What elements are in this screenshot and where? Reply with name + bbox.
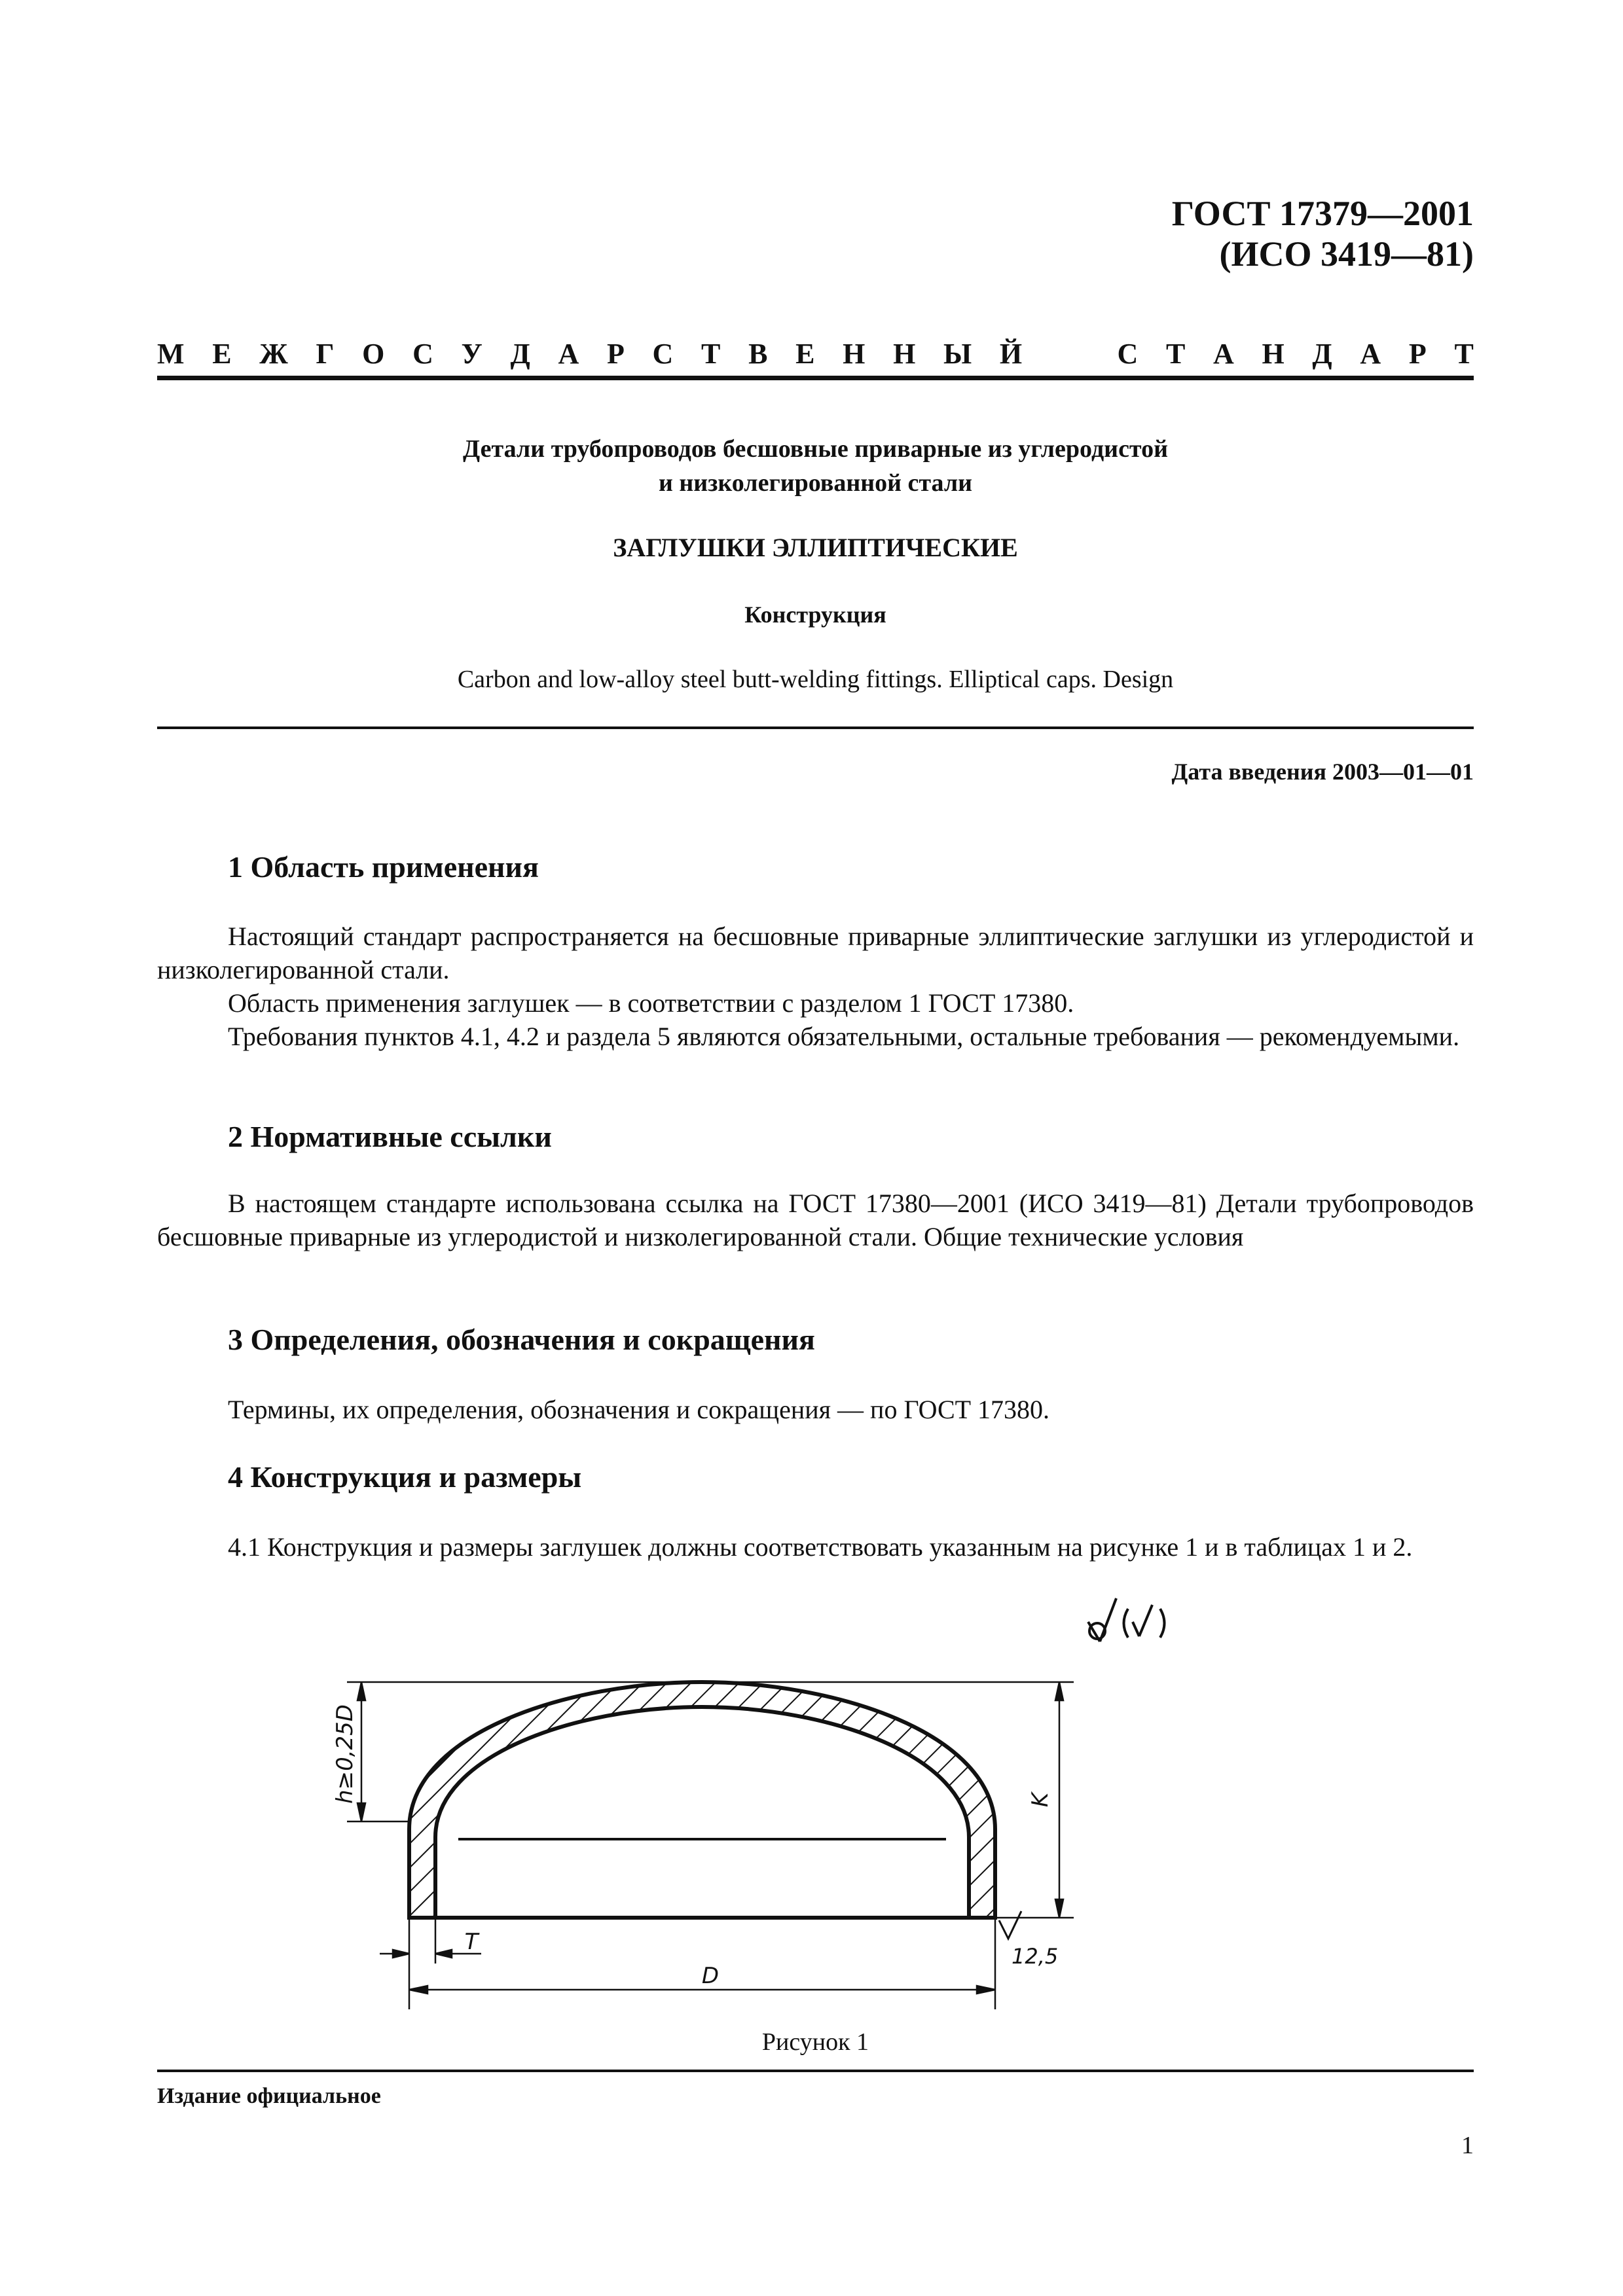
letter: С [412,338,433,370]
iso-number: (ИСО 3419—81) [1219,234,1474,274]
surface-roughness-symbol [1088,1598,1165,1641]
subtitle: Конструкция [744,601,886,628]
section-3-heading: 3 Определения, обозначения и сокращения [228,1323,815,1356]
letter: Д [510,338,530,370]
label-h: h≥0,25D [332,1704,358,1804]
letter: А [1360,338,1381,370]
label-d: D [701,1963,720,1989]
title-line-2: и низколегированной стали [658,469,973,497]
letter: А [558,338,579,370]
extension-lines [347,1682,1074,2009]
dimension-k [1055,1682,1063,1918]
main-title: ЗАГЛУШКИ ЭЛЛИПТИЧЕСКИЕ [613,533,1018,562]
section-4-heading: 4 Конструкция и размеры [228,1460,582,1494]
label-roughness: 12,5 [1012,1944,1059,1969]
letter: О [362,338,385,370]
letter: Е [795,338,815,370]
letter: Г [316,338,335,370]
section-1-paragraph-3: Требования пунктов 4.1, 4.2 и раздела 5 являются обязательными, остальные требования — рекомендуемыми. [228,1022,1460,1051]
section-2-paragraph-1: В настоящем стандарте использована ссылка на ГОСТ 17380—2001 (ИСО 3419—81) Детали трубопроводов бесшовные приварные из углеродистой и низколегированной стали. Общие технические условия [157,1189,1474,1251]
footer-rule [157,2070,1474,2072]
header-rule [157,376,1474,380]
letter: С [1117,338,1139,370]
letter: Н [1262,338,1285,370]
title-line-1: Детали трубопроводов бесшовные приварные из углеродистой [462,435,1168,463]
roughness-mark [999,1911,1021,1939]
page-number: 1 [1461,2132,1474,2159]
section-3-paragraph-1: Термины, их определения, обозначения и сокращения — по ГОСТ 17380. [228,1395,1050,1424]
letter: Ж [259,338,288,370]
letter: М [157,338,185,370]
letter: Ы [943,338,972,370]
introduction-date: Дата введения 2003—01—01 [1171,759,1474,785]
letter: Н [843,338,866,370]
letter: Т [701,338,721,370]
section-1-paragraph-2: Область применения заглушек — в соответствии с разделом 1 ГОСТ 17380. [228,988,1074,1018]
cap-wall-section [409,1682,995,1918]
figure-caption: Рисунок 1 [761,2028,869,2056]
document-number: ГОСТ 17379—2001 [1171,194,1474,233]
letter: У [461,338,483,370]
letter: В [748,338,768,370]
letter: С [652,338,674,370]
section-2-heading: 2 Нормативные ссылки [228,1120,552,1153]
standard-type-heading [157,337,1474,370]
letter: Д [1312,338,1332,370]
dimension-h [357,1682,365,1821]
letter: А [1213,338,1234,370]
letter: Й [999,338,1023,370]
label-t: T [464,1929,479,1955]
letter: Т [1165,338,1186,370]
section-1-paragraph-1: Настоящий стандарт распространяется на бесшовные приварные эллиптические заглушки из углеродистой и низколегированной стали. [157,922,1474,984]
section-4-paragraph-1: 4.1 Конструкция и размеры заглушек должны соответствовать указанным на рисунке 1 и в таблицах 1 и 2. [228,1532,1413,1562]
letter: Е [212,338,232,370]
section-1-heading: 1 Область применения [228,850,539,884]
english-title: Carbon and low-alloy steel butt-welding fittings. Elliptical caps. Design [457,666,1174,693]
figure-elliptical-cap [332,1597,1218,2016]
letter: Н [893,338,916,370]
edition-label: Издание официальное [157,2084,381,2108]
label-k: K [1027,1792,1053,1808]
letter: Р [1408,338,1427,370]
letter: Т [1454,338,1474,370]
title-rule [157,726,1474,729]
letter: Р [606,338,625,370]
